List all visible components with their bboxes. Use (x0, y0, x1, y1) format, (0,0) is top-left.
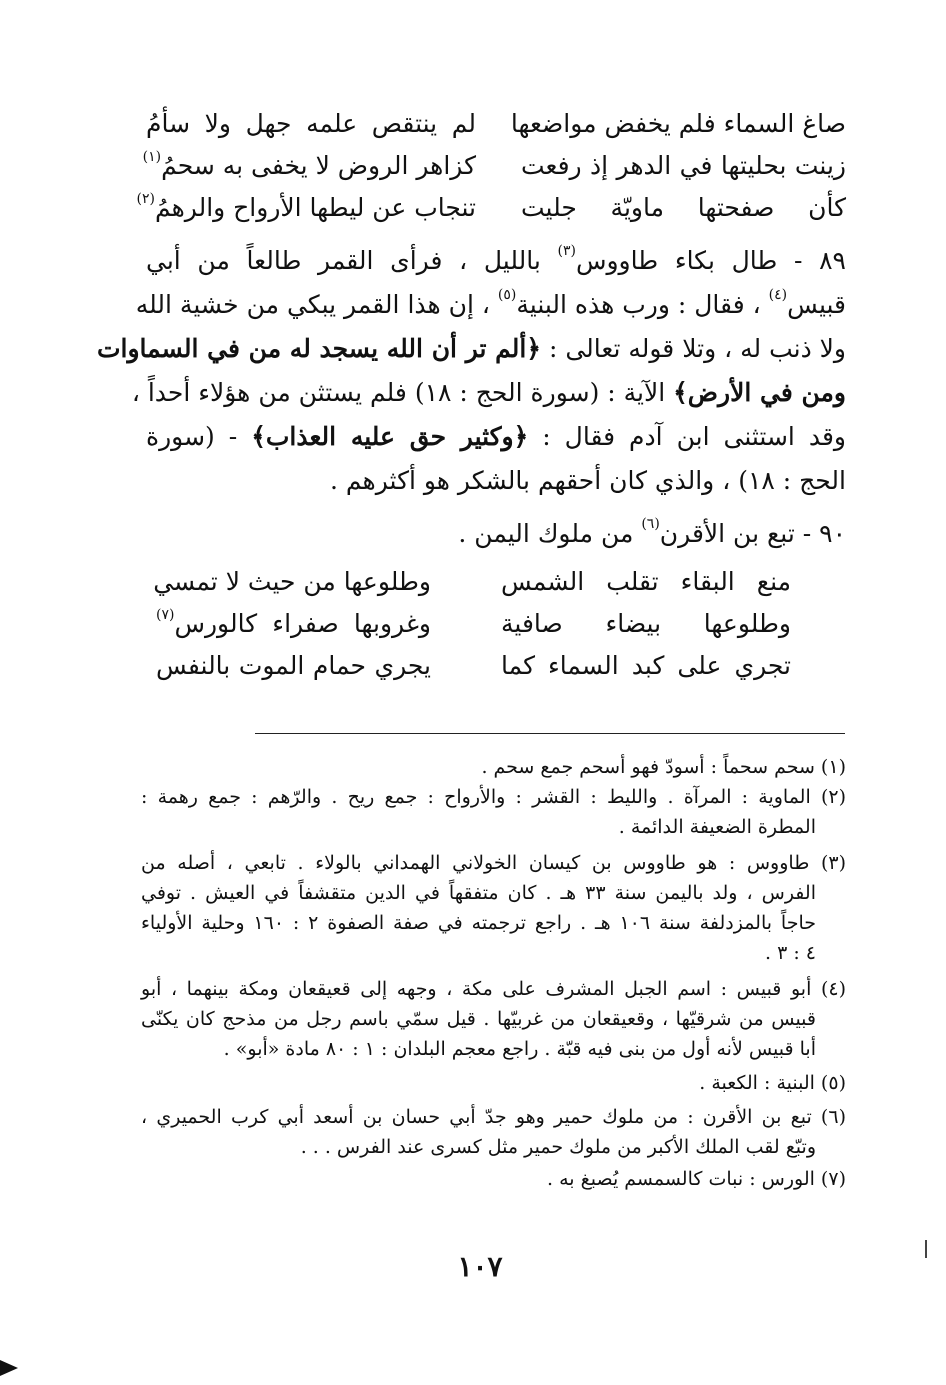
verse-second-hemistich: وطلوعها من حيث لا تمسي (153, 567, 431, 596)
footnote-marker: (٤) (768, 287, 788, 303)
scan-edge-mark (925, 1240, 927, 1258)
footnote-marker: (٧) (156, 607, 175, 623)
verse-line (91, 646, 791, 686)
quran-quote: ﴿ألم تر أن الله يسجد له من في السماوات (96, 334, 542, 363)
footnote-marker: (٥) (497, 287, 517, 303)
footnote-3-continued: الفرس ، ولد باليمن سنة ٣٣ هـ . كان متفقهاً في الدين متقشفاً في العيش . توفي (141, 882, 816, 904)
footnote-divider (255, 733, 845, 734)
verse-line (142, 146, 846, 186)
verse-first-hemistich: تجري على كبد السماء كما (501, 651, 791, 680)
footnote-3-continued: حاجاً بالمزدلفة سنة ١٠٦ هـ . راجع ترجمته في صفة الصفوة ٢ : ١٦٠ وحلية الأولياء (141, 912, 816, 934)
verse-first-hemistich: منع البقاء تقلب الشمس (501, 567, 791, 596)
verse-first-hemistich: زينت بحليتها في الدهر إذ رفعت (521, 151, 846, 180)
text-line: ومن في الأرض﴾ الآية : (سورة الحج : ١٨) فلم يستثن من هؤلاء أحداً ، (131, 378, 846, 407)
verse-second-hemistich: تنجاب عن ليطها الأرواح والرهمُ$^{(٢)}$ (136, 191, 476, 222)
footnote-2: (٢) الماوية : المرآة . والليط : القشر : والأرواح : جمع ريح . والرّهم : جمع رهمة : (141, 786, 846, 808)
footnote-marker: (٢) (136, 191, 155, 207)
footnote-5: (٥) البنية : الكعبة . (699, 1072, 846, 1094)
verse-second-hemistich: كزاهر الروض لا يخفى به سحمُ$^{(١)}$ (142, 149, 476, 180)
quran-quote: ﴿وكثير حق عليه العذاب﴾ (251, 422, 529, 451)
verse-line (146, 104, 846, 144)
footnote-4-continued: أبا قبيس لأنه أول من بنى فيه قبّة . راجع معجم البلدان : ١ : ٨٠ مادة «أبو» . (223, 1038, 816, 1060)
text-line: ٩٠ - تبع بن الأقرن$^{(٦)}$ من ملوك اليمن . (458, 516, 846, 548)
text-line: الحج : ١٨) ، والذي كان أحقهم بالشكر هو أكثرهم . (330, 466, 846, 495)
verse-second-hemistich: وغروبها صفراء كالورس$^{(٧)}$ (156, 607, 431, 638)
verse-first-hemistich: كأن صفحتها ماويّة جليت (521, 193, 846, 222)
footnote-6-continued: وتبّع لقب الملك الأكبر من ملوك حمير مثل كسرى عند الفرس . . . (300, 1136, 816, 1158)
verse-second-hemistich: لم ينتقص علمه جهل ولا سأمُ (146, 109, 476, 138)
quran-quote: ومن في الأرض﴾ (673, 378, 846, 407)
footnote-6: (٦) تبع بن الأقرن : من ملوك حمير وهو جدّ أبي حسان بن أسعد أبي كرب الحميري ، (141, 1106, 846, 1128)
footnote-3-continued: ٤ : ٣ . (764, 942, 816, 964)
verse-line (91, 562, 791, 602)
verse-line (136, 188, 846, 228)
page-number: ١٠٧ (457, 1250, 503, 1283)
corner-triangle-icon (0, 1360, 18, 1376)
footnote-marker: (١) (142, 149, 162, 165)
verse-first-hemistich: صاغ السماء فلم يخفض مواضعها (510, 109, 846, 138)
footnote-marker: (٦) (641, 516, 660, 532)
text-line: قبيس$^{(٤)}$ ، فقال : ورب هذه البنية$^{(٥)}$ ، إن هذا القمر يبكي من خشية الله (135, 287, 846, 319)
verse-first-hemistich: وطلوعها بيضاء صافية (501, 609, 791, 638)
footnote-3: (٣) طاووس : هو طاووس بن كيسان الخولاني الهمداني بالولاء . تابعي ، أصله من (141, 852, 846, 874)
verse-second-hemistich: يجري حمام الموت بالنفس (156, 651, 431, 680)
footnote-1: (١) سحم سحماً : أسودّ فهو أسحم جمع سحم . (481, 756, 846, 778)
text-line: ٨٩ - طال بكاء طاووس$^{(٣)}$ بالليل ، فرأى القمر طالعاً من أبي (146, 243, 846, 275)
text-line: ولا ذنب له ، وتلا قوله تعالى : ﴿ألم تر أن الله يسجد له من في السماوات (96, 334, 846, 363)
footnote-4-continued: قبيس من شرقيّها ، وقعيقعان من غربيّها . قيل سمّي باسم رجل من مذحج كان يكنّى (141, 1008, 816, 1030)
footnote-7: (٧) الورس : نبات كالسمسم يُصبغ به . (547, 1168, 846, 1190)
footnote-4: (٤) أبو قبيس : اسم الجبل المشرف على مكة ، وجهه إلى قعيقعان ومكة بينهما ، أبو (141, 978, 846, 1000)
footnote-2-continued: المطرة الضعيفة الدائمة . (618, 816, 816, 838)
verse-line (91, 604, 791, 644)
text-line: وقد استثنى ابن آدم فقال : ﴿وكثير حق عليه العذاب﴾ - (سورة (146, 422, 847, 451)
footnote-marker: (٣) (557, 243, 576, 259)
